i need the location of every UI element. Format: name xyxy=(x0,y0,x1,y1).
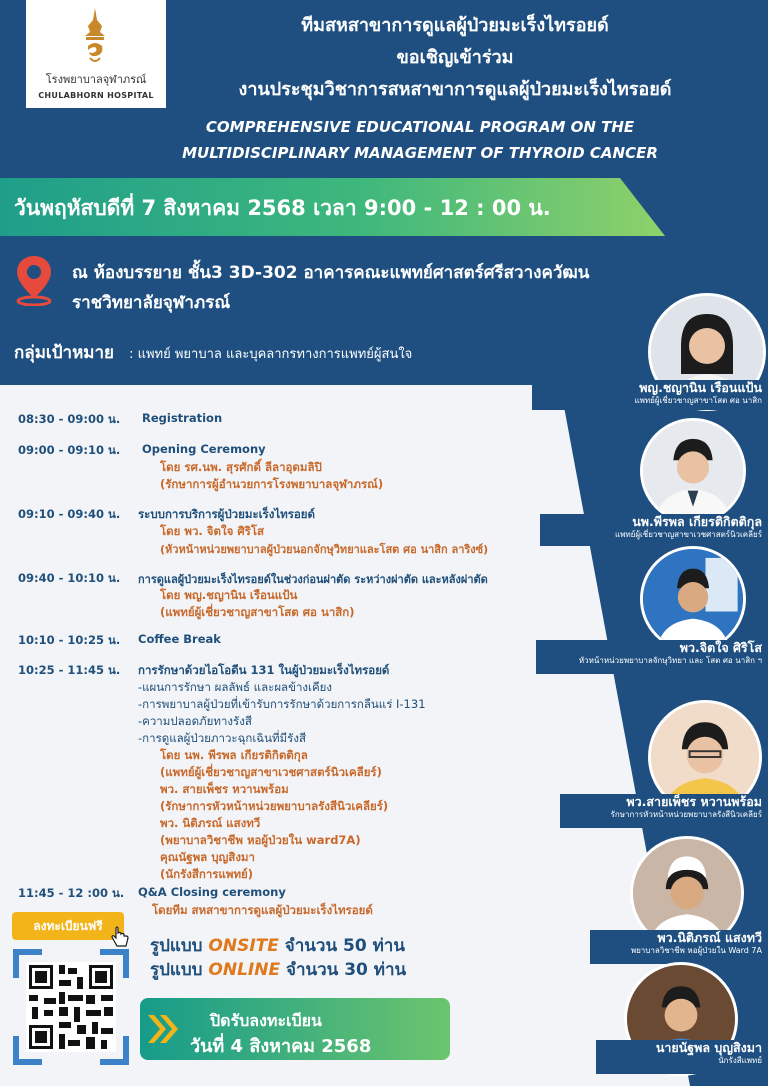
onsite-mode: ONSITE xyxy=(208,936,279,956)
schedule-speaker: พว. นิติภรณ์ แสงทวี xyxy=(160,816,261,830)
headline-line-1: ทีมสหสาขาการดูแลผู้ป่วยมะเร็งไทรอยด์ xyxy=(301,15,609,36)
schedule-title: ระบบการบริการผู้ป่วยมะเร็งไทรอยด์ xyxy=(138,507,315,521)
english-title-line-2: MULTIDISCIPLINARY MANAGEMENT OF THYROID CANCER xyxy=(182,144,658,162)
schedule-topic: -การดูแลผู้ป่วยภาวะฉุกเฉินที่มีรังสี xyxy=(138,731,306,745)
target-label: กลุ่มเป้าหมาย xyxy=(14,343,114,363)
speaker-photo xyxy=(640,418,746,524)
speaker-photo xyxy=(640,546,746,652)
person-avatar-icon xyxy=(643,549,743,649)
person-avatar-icon xyxy=(643,421,743,521)
schedule-speaker: โดย รศ.นพ. สุรศักดิ์ ลีลาอุดมลิปิ xyxy=(160,460,322,474)
schedule-speaker-role: (แพทย์ผู้เชี่ยวชาญสาขาโสต ศอ นาสิก) xyxy=(160,605,355,619)
target-value: : แพทย์ พยาบาล และบุคลากรทางการแพทย์ผู้สนใจ xyxy=(129,347,413,362)
logo-name-english: CHULABHORN HOSPITAL xyxy=(38,91,154,100)
headline-line-2: ขอเชิญเข้าร่วม xyxy=(396,47,514,68)
schedule-time: 10:10 - 10:25 น. xyxy=(18,633,121,647)
onsite-seats xyxy=(150,932,405,959)
schedule-title: Registration xyxy=(142,411,223,425)
online-prefix: รูปแบบ xyxy=(150,960,209,980)
target-audience xyxy=(14,339,412,366)
schedule-speaker: โดยทีม สหสาขาการดูแลผู้ป่วยมะเร็งไทรอยด์ xyxy=(152,903,373,917)
speaker-name: นายนัฐพล บุญสิงมา xyxy=(655,1040,762,1055)
schedule-speaker: โดย พญ.ชญานิน เรือนแป้น xyxy=(160,588,298,602)
speaker-role: แพทย์ผู้เชี่ยวชาญสาขาโสต ศอ นาสิก xyxy=(634,396,762,405)
schedule-time: 10:25 - 11:45 น. xyxy=(18,663,121,677)
headline-line-3: งานประชุมวิชาการสหสาขาการดูแลผู้ป่วยมะเร็งไทรอยด์ xyxy=(238,79,672,100)
event-date: วันพฤหัสบดีที่ 7 สิงหาคม 2568 เวลา 9:00 - 12 : 00 น. xyxy=(14,196,551,220)
online-count: จำนวน 30 ท่าน xyxy=(280,960,407,980)
schedule-speaker: คุณนัฐพล บุญสิงมา xyxy=(160,850,255,864)
speaker-name: พญ.ชญานิน เรือนแป้น xyxy=(639,380,762,395)
schedule-topic: -แผนการรักษา ผลลัพธ์ และผลข้างเคียง xyxy=(138,680,333,694)
speaker-nameplate xyxy=(540,514,768,546)
online-mode: ONLINE xyxy=(208,960,281,980)
speaker-name: พว.นิติภรณ์ แสงทวี xyxy=(657,930,762,945)
free-registration-badge[interactable]: ลงทะเบียนฟรี xyxy=(12,912,124,940)
schedule-speaker: โดย พว. จิตใจ ศิริโส xyxy=(160,524,265,538)
speaker-role: นักรังสีแพทย์ xyxy=(718,1056,762,1065)
schedule-time: 09:10 - 09:40 น. xyxy=(18,507,121,521)
speaker-nameplate xyxy=(560,794,768,828)
schedule-speaker-role: (แพทย์ผู้เชี่ยวชาญสาขาเวชศาสตร์นิวเคลียร์) xyxy=(160,765,382,779)
speaker-role: รักษาการหัวหน้าหน่วยพยาบาลรังสีนิวเคลียร์ xyxy=(610,810,762,819)
schedule-title: การดูแลผู้ป่วยมะเร็งไทรอยด์ในช่วงก่อนผ่าตัด ระหว่างผ่าตัด และหลังผ่าตัด xyxy=(138,573,488,586)
speaker-nameplate xyxy=(532,380,768,410)
schedule-speaker-role: (รักษาการหัวหน้าหน่วยพยาบาลรังสีนิวเคลียร์) xyxy=(160,799,389,813)
schedule-speaker-role: (พยาบาลวิชาชีพ หอผู้ป่วยใน ward7A) xyxy=(160,833,361,847)
schedule-time: 09:00 - 09:10 น. xyxy=(18,443,121,457)
schedule-speaker-role: (หัวหน้าหน่วยพยาบาลผู้ป่วยนอกจักษุวิทยาและโสต ศอ นาสิก ลาริงซ์) xyxy=(160,543,489,556)
speaker-name: พว.จิตใจ ศิริโส xyxy=(679,640,762,655)
speaker-name: นพ.พีรพล เกียรติกิตติกุล xyxy=(632,514,762,529)
schedule-speaker: พว. สายเพ็ชร หวานพร้อม xyxy=(160,782,289,796)
location-line-1: ณ ห้องบรรยาย ชั้น3 3D-302 อาคารคณะแพทย์ศาสตร์ศรีสวางควัฒน xyxy=(72,263,590,283)
deadline-label: ปิดรับลงทะเบียน xyxy=(210,1011,322,1030)
onsite-prefix: รูปแบบ xyxy=(150,936,209,956)
double-chevron-right-icon xyxy=(146,1013,182,1045)
qr-code-icon[interactable] xyxy=(26,962,116,1052)
schedule-time: 08:30 - 09:00 น. xyxy=(18,412,121,426)
schedule-speaker: โดย นพ. พีรพล เกียรติกิตติกุล xyxy=(160,748,308,762)
location-line-2: ราชวิทยาลัยจุฬาภรณ์ xyxy=(72,293,231,313)
deadline-date: วันที่ 4 สิงหาคม 2568 xyxy=(190,1036,372,1057)
schedule-time: 11:45 - 12 :00 น. xyxy=(18,886,125,900)
schedule-time: 09:40 - 10:10 น. xyxy=(18,571,121,585)
schedule-speaker-role: (รักษาการผู้อำนวยการโรงพยาบาลจุฬาภรณ์) xyxy=(160,477,384,491)
schedule-speaker-role: (นักรังสีการแพทย์) xyxy=(160,867,254,881)
schedule-topic: -การพยาบาลผู้ป่วยที่เข้ารับการรักษาด้วยการกลืนแร่ I-131 xyxy=(138,697,426,711)
hospital-logo xyxy=(26,0,166,108)
crown-emblem-icon xyxy=(80,6,110,68)
schedule-title: Opening Ceremony xyxy=(142,442,266,456)
speaker-nameplate xyxy=(590,930,768,964)
speaker-role: แพทย์ผู้เชี่ยวชาญสาขาเวชศาสตร์นิวเคลียร์ xyxy=(614,530,762,539)
onsite-count: จำนวน 50 ท่าน xyxy=(278,936,405,956)
schedule-title: Coffee Break xyxy=(138,632,221,646)
speaker-role: หัวหน้าหน่วยพยาบาลจักษุวิทยา และ โสต ศอ นาสิก ฯ xyxy=(578,656,762,665)
english-title-line-1: COMPREHENSIVE EDUCATIONAL PROGRAM ON THE xyxy=(205,118,635,136)
online-seats xyxy=(150,956,406,983)
speaker-name: พว.สายเพ็ชร หวานพร้อม xyxy=(626,794,762,809)
schedule-title: Q&A Closing ceremony xyxy=(138,885,286,899)
location-pin-icon xyxy=(14,254,54,306)
schedule-topic: -ความปลอดภัยทางรังสี xyxy=(138,714,252,728)
speaker-nameplate xyxy=(536,640,768,674)
logo-name-thai: โรงพยาบาลจุฬาภรณ์ xyxy=(45,73,147,86)
speaker-role: พยาบาลวิชาชีพ หอผู้ป่วยใน Ward 7A xyxy=(630,946,762,955)
schedule-title: การรักษาด้วยไอโอดีน 131 ในผู้ป่วยมะเร็งไทรอยด์ xyxy=(138,663,390,677)
speaker-nameplate xyxy=(596,1040,768,1074)
hand-pointer-icon xyxy=(108,924,132,950)
